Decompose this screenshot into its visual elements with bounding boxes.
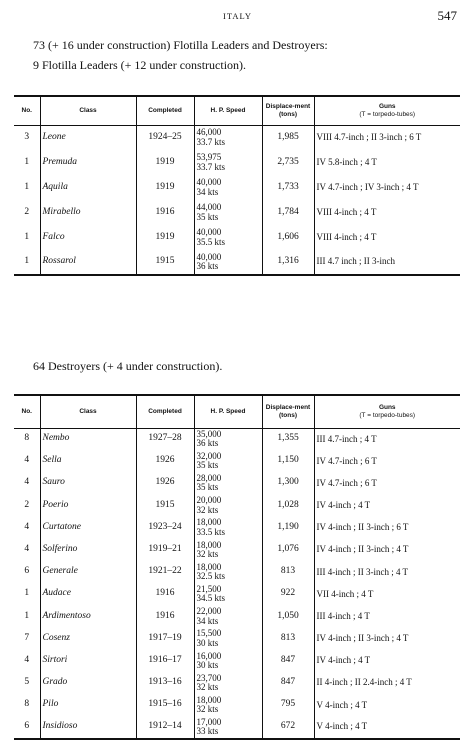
flotilla-leaders-table	[14, 95, 460, 276]
speed: 35.5 kts	[196, 236, 226, 247]
cell-guns: IV 4.7-inch ; 6 T	[314, 450, 460, 472]
cell-number: 6	[24, 566, 30, 577]
cell-number: 6	[24, 721, 30, 732]
speed: 34.5 kts	[196, 593, 226, 604]
cell-number: 2	[24, 206, 30, 217]
column-header-class: Class	[40, 96, 136, 125]
speed: 35 kts	[196, 211, 219, 222]
speed: 34 kts	[196, 186, 219, 197]
horse-power: 40,000	[196, 177, 222, 188]
table-row	[14, 200, 460, 225]
cell-number: 4	[24, 544, 30, 555]
cell-class-name: Mirabello	[40, 200, 136, 225]
speed: 32 kts	[196, 504, 219, 515]
cell-guns: V 4-inch ; 4 T	[314, 694, 460, 716]
cell-class-name: Curtatone	[40, 517, 136, 539]
cell-class-name: Pilo	[40, 694, 136, 716]
cell-guns: VIII 4-inch ; 4 T	[314, 200, 460, 225]
destroyers-table-body	[14, 428, 460, 739]
guns-header-note: (T = torpedo-tubes)	[359, 110, 416, 118]
table-row	[14, 125, 460, 150]
cell-hp-speed	[194, 628, 262, 650]
horse-power: 23,700	[196, 672, 222, 683]
cell-hp-speed	[194, 225, 262, 250]
cell-class-name: Sauro	[40, 472, 136, 494]
cell-guns: III 4.7 inch ; II 3-inch	[314, 250, 460, 275]
horse-power: 18,000	[196, 539, 222, 550]
cell-class-name: Sirtori	[40, 650, 136, 672]
cell-number: 1	[24, 181, 30, 192]
horse-power: 17,000	[196, 716, 222, 727]
cell-hp-speed	[194, 583, 262, 605]
cell-displacement: 1,150	[262, 450, 314, 472]
cell-guns: IV 4.7-inch ; IV 3-inch ; 4 T	[314, 175, 460, 200]
cell-completed: 1912–14	[136, 716, 194, 738]
horse-power: 44,000	[196, 202, 222, 213]
cell-hp-speed	[194, 125, 262, 150]
column-header-guns	[314, 395, 460, 428]
cell-number: 1	[24, 256, 30, 267]
leaders-table-body	[14, 125, 460, 275]
cell-completed: 1919	[136, 225, 194, 250]
speed: 32 kts	[196, 549, 219, 560]
cell-hp-speed	[194, 606, 262, 628]
cell-number: 7	[24, 632, 30, 643]
cell-class-name: Audace	[40, 583, 136, 605]
horse-power: 16,000	[196, 650, 222, 661]
cell-hp-speed	[194, 539, 262, 561]
speed: 30 kts	[196, 637, 219, 648]
cell-completed: 1913–16	[136, 672, 194, 694]
horse-power: 18,000	[196, 517, 222, 528]
cell-class-name: Generale	[40, 561, 136, 583]
horse-power: 18,000	[196, 561, 222, 572]
column-header-displacement: Displace-ment (tons)	[262, 395, 314, 428]
speed: 33.5 kts	[196, 526, 226, 537]
cell-guns: VIII 4.7-inch ; II 3-inch ; 6 T	[314, 125, 460, 150]
cell-class-name: Nembo	[40, 428, 136, 450]
cell-guns: IV 4-inch ; 4 T	[314, 650, 460, 672]
cell-number: 1	[24, 610, 30, 621]
cell-displacement: 1,784	[262, 200, 314, 225]
cell-displacement: 847	[262, 650, 314, 672]
table-row	[14, 150, 460, 175]
cell-class-name: Falco	[40, 225, 136, 250]
cell-completed: 1916	[136, 606, 194, 628]
horse-power: 20,000	[196, 495, 222, 506]
cell-hp-speed	[194, 250, 262, 275]
table-row	[14, 450, 460, 472]
column-header-hp-speed: H. P. Speed	[194, 96, 262, 125]
cell-completed: 1915–16	[136, 694, 194, 716]
horse-power: 35,000	[196, 428, 222, 439]
speed: 35 kts	[196, 482, 219, 493]
cell-number: 4	[24, 521, 30, 532]
speed: 32.5 kts	[196, 571, 226, 582]
table-row	[14, 428, 460, 450]
destroyers-table	[14, 394, 460, 740]
cell-guns: IV 4-inch ; 4 T	[314, 495, 460, 517]
horse-power: 53,975	[196, 152, 222, 163]
table-header-row	[14, 395, 460, 428]
speed: 36 kts	[196, 261, 219, 271]
horse-power: 15,500	[196, 628, 222, 639]
leaders-heading-line-1: 73 (+ 16 under construction) Flotilla Leaders and Destroyers:	[33, 38, 328, 52]
horse-power: 22,000	[196, 606, 222, 617]
table-row	[14, 250, 460, 275]
cell-guns: IV 4.7-inch ; 6 T	[314, 472, 460, 494]
table-row	[14, 517, 460, 539]
cell-completed: 1921–22	[136, 561, 194, 583]
cell-completed: 1919	[136, 175, 194, 200]
page-number: 547	[437, 8, 457, 23]
cell-hp-speed	[194, 650, 262, 672]
cell-class-name: Rossarol	[40, 250, 136, 275]
cell-displacement: 1,985	[262, 125, 314, 150]
cell-completed: 1919–21	[136, 539, 194, 561]
cell-guns: III 4-inch ; II 3-inch ; 4 T	[314, 561, 460, 583]
cell-completed: 1915	[136, 495, 194, 517]
cell-hp-speed	[194, 175, 262, 200]
table-row	[14, 225, 460, 250]
destroyers-heading: 64 Destroyers (+ 4 under construction).	[33, 359, 223, 373]
table-header-row	[14, 96, 460, 125]
table-row	[14, 539, 460, 561]
cell-displacement: 1,076	[262, 539, 314, 561]
horse-power: 40,000	[196, 251, 222, 262]
cell-displacement: 1,316	[262, 250, 314, 275]
cell-number: 1	[24, 231, 30, 242]
cell-completed: 1927–28	[136, 428, 194, 450]
table-row	[14, 583, 460, 605]
table-row	[14, 495, 460, 517]
cell-displacement: 1,300	[262, 472, 314, 494]
table-row	[14, 606, 460, 628]
cell-displacement: 1,733	[262, 175, 314, 200]
page-header-title: ITALY	[223, 11, 252, 21]
cell-guns: III 4.7-inch ; 4 T	[314, 428, 460, 450]
cell-number: 8	[24, 699, 30, 710]
cell-completed: 1916–17	[136, 650, 194, 672]
column-header-completed: Completed	[136, 96, 194, 125]
guns-header-label: Guns	[378, 103, 396, 111]
cell-displacement: 813	[262, 561, 314, 583]
cell-completed: 1915	[136, 250, 194, 275]
horse-power: 32,000	[196, 450, 222, 461]
speed: 34 kts	[196, 615, 219, 626]
speed: 36 kts	[196, 438, 219, 449]
cell-hp-speed	[194, 150, 262, 175]
cell-displacement: 795	[262, 694, 314, 716]
cell-displacement: 847	[262, 672, 314, 694]
table-row	[14, 716, 460, 738]
cell-class-name: Insidioso	[40, 716, 136, 738]
cell-guns: VIII 4-inch ; 4 T	[314, 225, 460, 250]
horse-power: 40,000	[196, 227, 222, 238]
cell-displacement: 672	[262, 716, 314, 738]
cell-displacement: 1,606	[262, 225, 314, 250]
table-row	[14, 672, 460, 694]
cell-completed: 1917–19	[136, 628, 194, 650]
cell-class-name: Solferino	[40, 539, 136, 561]
column-header-guns	[314, 96, 460, 125]
horse-power: 46,000	[196, 127, 222, 138]
cell-displacement: 922	[262, 583, 314, 605]
table-row	[14, 175, 460, 200]
cell-guns: VII 4-inch ; 4 T	[314, 583, 460, 605]
cell-hp-speed	[194, 450, 262, 472]
cell-guns: IV 4-inch ; II 3-inch ; 4 T	[314, 628, 460, 650]
cell-hp-speed	[194, 495, 262, 517]
column-header-no: No.	[14, 395, 40, 428]
cell-guns: V 4-inch ; 4 T	[314, 716, 460, 738]
cell-number: 5	[24, 677, 30, 688]
speed: 32 kts	[196, 704, 219, 715]
cell-completed: 1924–25	[136, 125, 194, 150]
cell-class-name: Aquila	[40, 175, 136, 200]
cell-completed: 1926	[136, 450, 194, 472]
cell-completed: 1916	[136, 200, 194, 225]
cell-hp-speed	[194, 694, 262, 716]
cell-class-name: Poerio	[40, 495, 136, 517]
column-header-no: No.	[14, 96, 40, 125]
cell-class-name: Ardimentoso	[40, 606, 136, 628]
cell-class-name: Premuda	[40, 150, 136, 175]
cell-hp-speed	[194, 472, 262, 494]
cell-number: 4	[24, 654, 30, 665]
cell-guns: IV 4-inch ; II 3-inch ; 6 T	[314, 517, 460, 539]
speed: 33.7 kts	[196, 136, 226, 147]
cell-hp-speed	[194, 716, 262, 738]
cell-guns: IV 4-inch ; II 3-inch ; 4 T	[314, 539, 460, 561]
table-row	[14, 472, 460, 494]
cell-hp-speed	[194, 428, 262, 450]
table-row	[14, 561, 460, 583]
table-row	[14, 694, 460, 716]
speed: 33.7 kts	[196, 161, 226, 172]
cell-number: 3	[24, 131, 30, 142]
column-header-hp-speed: H. P. Speed	[194, 395, 262, 428]
cell-class-name: Sella	[40, 450, 136, 472]
horse-power: 28,000	[196, 473, 222, 484]
guns-header-note: (T = torpedo-tubes)	[359, 411, 416, 419]
cell-number: 1	[24, 156, 30, 167]
cell-displacement: 813	[262, 628, 314, 650]
horse-power: 21,500	[196, 583, 222, 594]
cell-number: 4	[24, 455, 30, 466]
column-header-displacement: Displace-ment (tons)	[262, 96, 314, 125]
cell-guns: II 4-inch ; II 2.4-inch ; 4 T	[314, 672, 460, 694]
cell-completed: 1916	[136, 583, 194, 605]
speed: 33 kts	[196, 726, 219, 737]
speed: 32 kts	[196, 682, 219, 693]
cell-completed: 1923–24	[136, 517, 194, 539]
cell-displacement: 1,050	[262, 606, 314, 628]
cell-guns: III 4-inch ; 4 T	[314, 606, 460, 628]
cell-completed: 1926	[136, 472, 194, 494]
cell-hp-speed	[194, 561, 262, 583]
guns-header-label: Guns	[378, 404, 396, 412]
column-header-class: Class	[40, 395, 136, 428]
speed: 30 kts	[196, 659, 219, 670]
cell-number: 4	[24, 477, 30, 488]
horse-power: 18,000	[196, 694, 222, 705]
cell-displacement: 1,028	[262, 495, 314, 517]
cell-completed: 1919	[136, 150, 194, 175]
cell-displacement: 1,190	[262, 517, 314, 539]
cell-class-name: Leone	[40, 125, 136, 150]
cell-displacement: 2,735	[262, 150, 314, 175]
table-row	[14, 628, 460, 650]
leaders-heading-line-2: 9 Flotilla Leaders (+ 12 under construction).	[33, 58, 247, 72]
cell-number: 8	[24, 433, 30, 444]
cell-guns: IV 5.8-inch ; 4 T	[314, 150, 460, 175]
cell-number: 2	[24, 499, 30, 510]
cell-hp-speed	[194, 200, 262, 225]
column-header-completed: Completed	[136, 395, 194, 428]
cell-class-name: Cosenz	[40, 628, 136, 650]
cell-class-name: Grado	[40, 672, 136, 694]
table-row	[14, 650, 460, 672]
cell-hp-speed	[194, 672, 262, 694]
speed: 35 kts	[196, 460, 219, 471]
cell-displacement: 1,355	[262, 428, 314, 450]
cell-number: 1	[24, 588, 30, 599]
cell-hp-speed	[194, 517, 262, 539]
